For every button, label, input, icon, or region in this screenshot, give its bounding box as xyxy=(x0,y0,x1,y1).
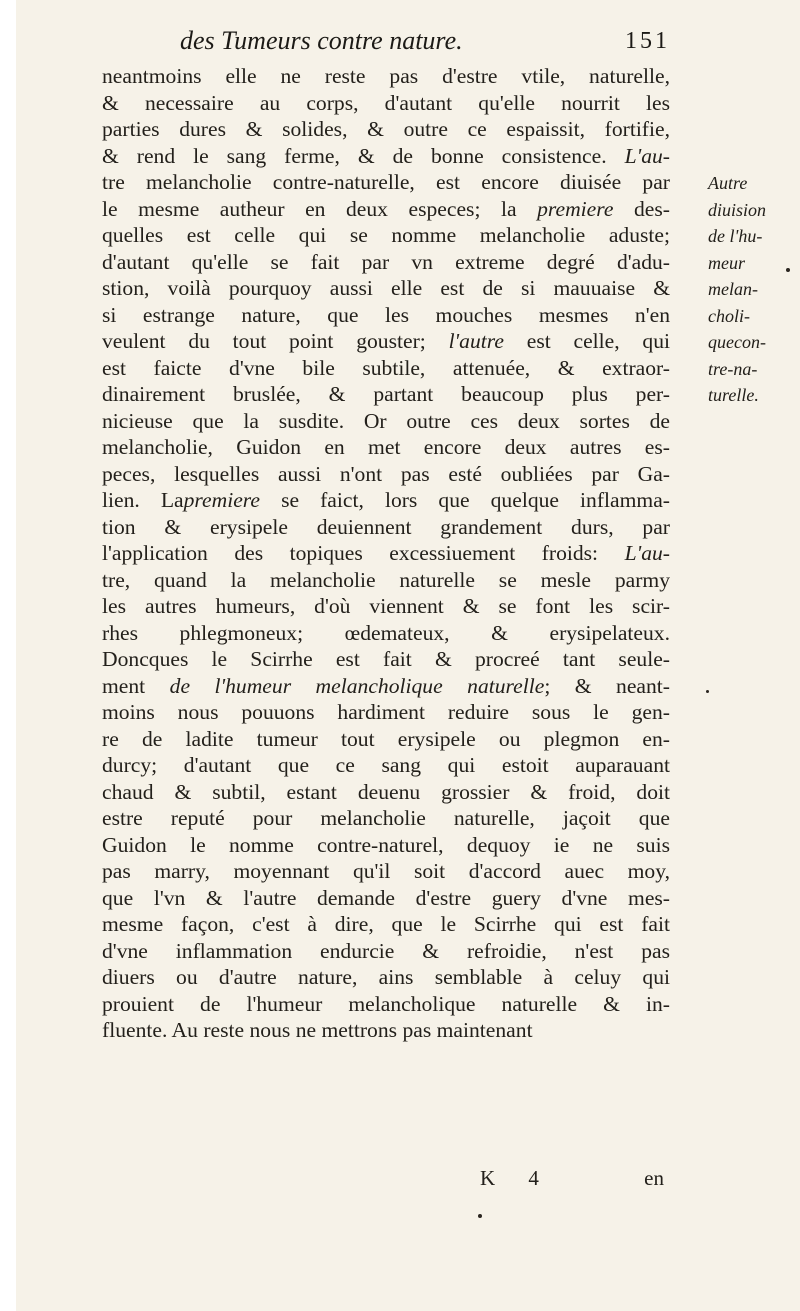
italic-run: premiere xyxy=(183,488,260,512)
text-run: l'application des topiques excessiuement froids: xyxy=(102,541,599,565)
text-line: prouient de l'humeur melancholique naturelle & in- xyxy=(102,991,670,1016)
text-run: lien. La xyxy=(102,488,184,512)
text-line: les autres humeurs, d'où viennent & se font les scir- xyxy=(102,594,670,618)
page-footer xyxy=(102,1166,670,1196)
text-run: ; & neant- xyxy=(544,673,670,698)
text-run: & rend le sang ferme, & de bonne consistence. xyxy=(102,143,607,168)
italic-run: de l'humeur melancholique naturelle xyxy=(169,673,545,698)
text-line: tre melancholie contre-naturelle, est encore diuisée par xyxy=(102,170,670,194)
margin-note-line: melan- xyxy=(708,279,758,299)
text-line xyxy=(102,196,670,223)
text-line: Doncques le Scirrhe est fait & procreé tant seule- xyxy=(102,647,670,671)
text-line: neantmoins elle ne reste pas d'estre vtile, naturelle, xyxy=(102,64,670,88)
text-line: peces, lesquelles aussi n'ont pas esté oubliées par Ga- xyxy=(102,461,670,486)
text-line: parties dures & solides, & outre ce espaissit, fortifie, xyxy=(102,117,670,141)
text-line: tion & erysipele deuiennent grandement durs, par xyxy=(102,514,670,539)
text-line: d'vne inflammation endurcie & refroidie, n'est pas xyxy=(102,938,670,963)
catchword: en xyxy=(644,1166,664,1190)
text-line: & necessaire au corps, d'autant qu'elle nourrit les xyxy=(102,90,670,115)
text-line: stion, voilà pourquoy aussi elle est de si mauuaise & xyxy=(102,276,670,300)
ink-speck-icon xyxy=(706,690,709,693)
text-line: rhes phlegmoneux; œdemateux, & erysipelateux. xyxy=(102,620,670,645)
text-line: fluente. Au reste nous ne mettrons pas maintenant xyxy=(102,1018,533,1042)
text-line: tre, quand la melancholie naturelle se mesle parmy xyxy=(102,567,670,592)
text-line: chaud & subtil, estant deuenu grossier & froid, doit xyxy=(102,779,670,804)
italic-run: L'au- xyxy=(624,541,670,565)
text-run: est celle, qui xyxy=(526,329,671,353)
text-line: Guidon le nomme contre-naturel, dequoy ie ne suis xyxy=(102,832,670,857)
running-title: des Tumeurs contre nature. xyxy=(180,26,463,55)
text-line: melancholie, Guidon en met encore deux autres es- xyxy=(102,435,670,459)
text-run: veulent du tout point gouster; xyxy=(102,329,426,353)
text-line xyxy=(102,673,670,700)
margin-note-line: turelle. xyxy=(708,385,759,405)
text-line: d'autant qu'elle se fait par vn extreme degré d'adu- xyxy=(102,249,670,274)
margin-note-line: diuision xyxy=(708,199,767,220)
text-run: le mesme autheur en deux especes; la xyxy=(102,196,517,221)
text-line: quelles est celle qui se nomme melancholie aduste; xyxy=(102,223,670,247)
text-line: est faicte d'vne bile subtile, attenuée, & extraor- xyxy=(102,355,670,380)
page-header xyxy=(116,26,676,66)
text-line xyxy=(102,328,670,355)
text-run: ment xyxy=(102,673,146,698)
ink-speck-icon xyxy=(478,1214,482,1218)
margin-note-line: meur xyxy=(708,252,745,273)
text-run: se faict, lors que quelque inflamma- xyxy=(281,488,670,512)
ink-speck-icon xyxy=(786,268,790,272)
text-line: mesme façon, c'est à dire, que le Scirrhe qui est fait xyxy=(102,912,670,936)
margin-note xyxy=(708,170,798,409)
text-line: durcy; d'autant que ce sang qui estoit auparauant xyxy=(102,753,670,777)
italic-run: l'autre xyxy=(448,329,504,353)
margin-note-line: choli- xyxy=(708,305,750,326)
text-line: re de ladite tumeur tout erysipele ou plegmon en- xyxy=(102,726,670,751)
text-line: si estrange nature, que les mouches mesmes n'en xyxy=(102,302,670,327)
text-run: des- xyxy=(634,196,670,221)
italic-run: L'au- xyxy=(624,143,670,168)
text-line: que l'vn & l'autre demande d'estre guery d'vne mes- xyxy=(102,885,670,910)
margin-note-line: de l'hu- xyxy=(708,226,763,246)
body-text xyxy=(102,63,670,1044)
book-page xyxy=(16,0,800,1311)
text-line: nicieuse que la susdite. Or outre ces deux sortes de xyxy=(102,408,670,433)
text-line: moins nous pouuons hardiment reduire sous le gen- xyxy=(102,700,670,724)
text-line xyxy=(102,540,670,567)
page-number: 151 xyxy=(625,28,670,54)
italic-run: premiere xyxy=(537,196,614,221)
signature-mark: K 4 xyxy=(480,1166,553,1190)
margin-note-line: quecon- xyxy=(708,332,766,352)
margin-note-line: tre-na- xyxy=(708,358,758,379)
text-line: dinairement bruslée, & partant beaucoup plus per- xyxy=(102,382,670,406)
margin-note-line: Autre xyxy=(708,173,748,193)
text-line: diuers ou d'autre nature, ains semblable à celuy qui xyxy=(102,965,670,989)
text-line: pas marry, moyennant qu'il soit d'accord auec moy, xyxy=(102,859,670,883)
text-line xyxy=(102,487,670,514)
text-line xyxy=(102,143,670,170)
text-line: estre reputé pour melancholie naturelle, jaçoit que xyxy=(102,806,670,830)
